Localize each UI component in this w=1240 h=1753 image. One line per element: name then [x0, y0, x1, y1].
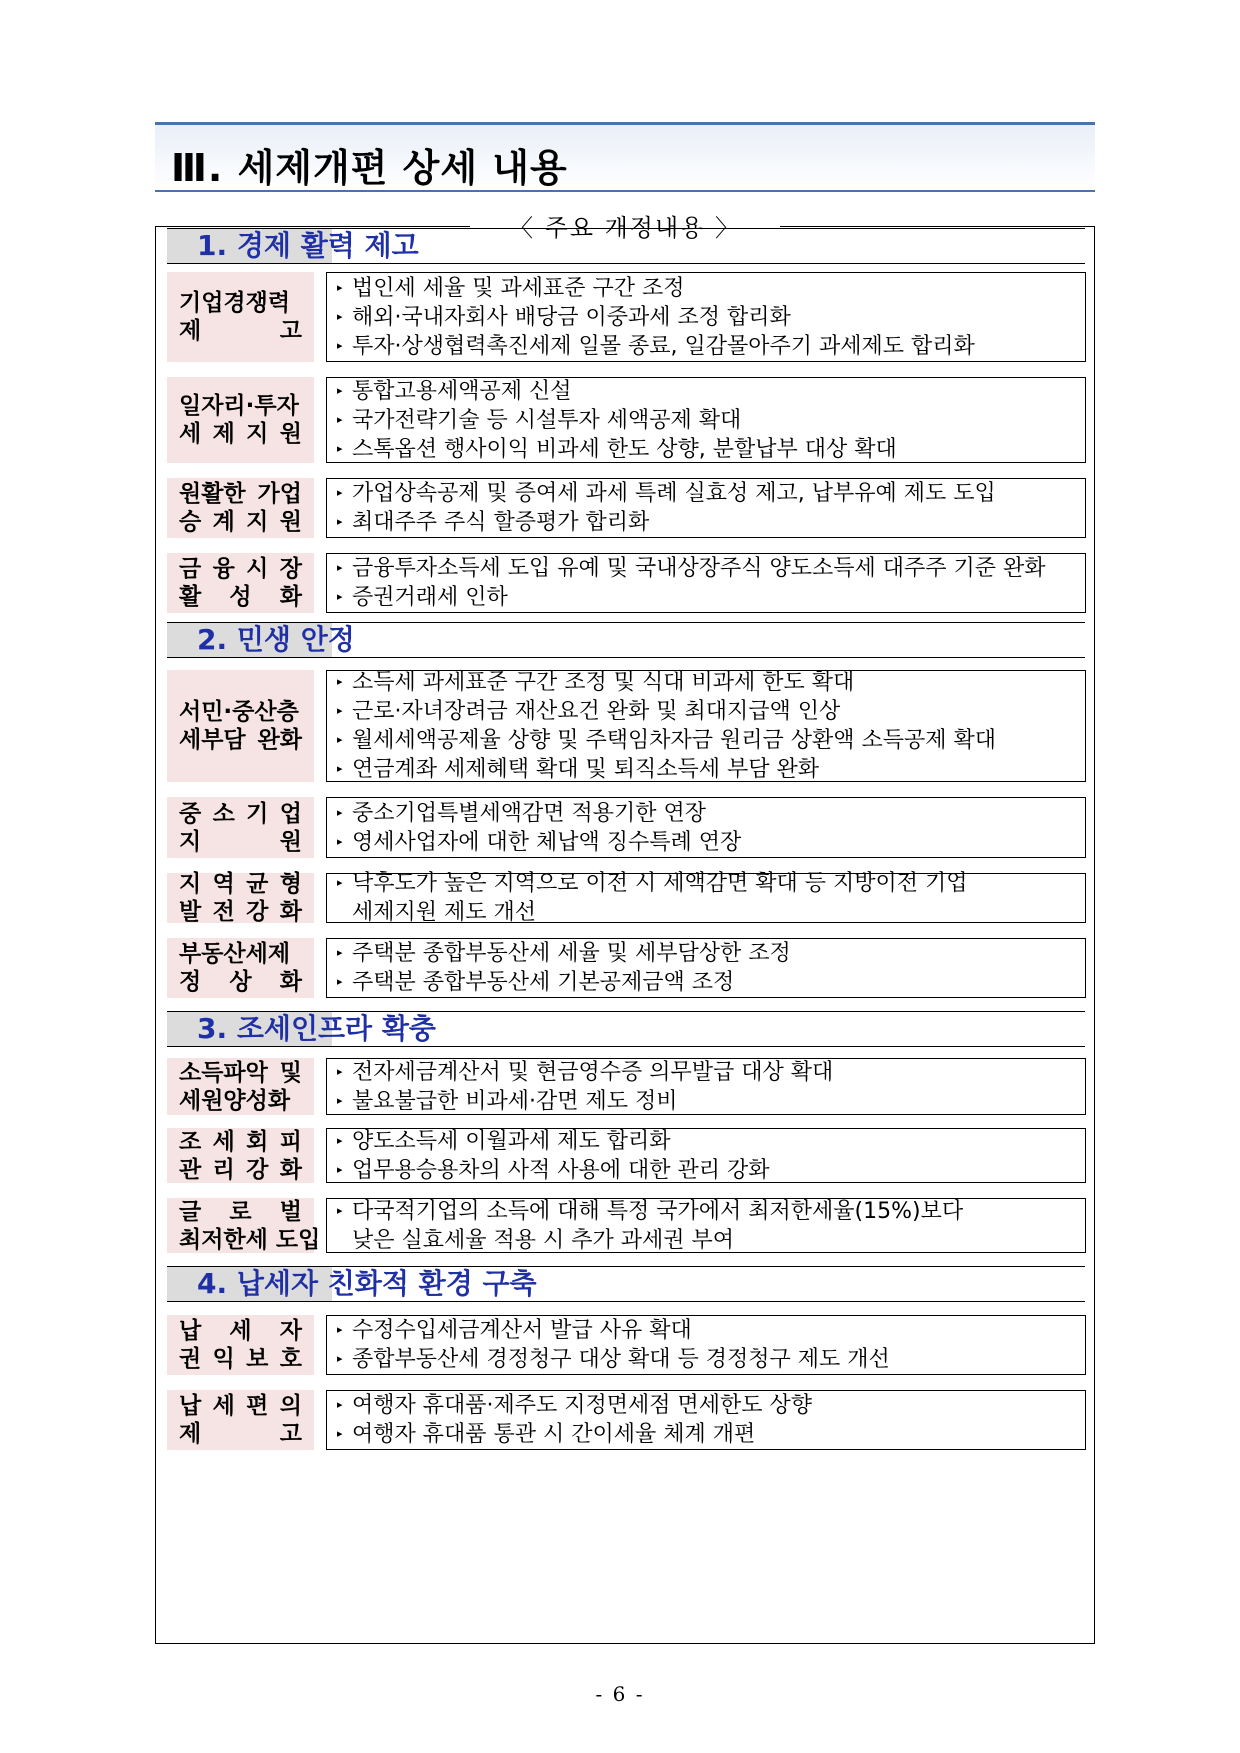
- bullet-icon: ▸: [337, 338, 343, 352]
- section-heading: [167, 1011, 1085, 1047]
- item-list: [326, 938, 1086, 998]
- category-label-line: 발 전 강 화: [179, 899, 302, 925]
- bullet-icon: ▸: [337, 946, 343, 959]
- bullet-icon: ▸: [337, 704, 343, 717]
- item-list: [326, 1128, 1086, 1183]
- list-item-text: 투자·상생협력촉진세제 일몰 종료, 일감몰아주기 과세제도 합리화: [352, 333, 975, 359]
- category-label: [167, 377, 314, 463]
- bullet-icon: ▸: [337, 1162, 343, 1176]
- item-list: [326, 478, 1086, 538]
- list-item: [337, 479, 1075, 508]
- category-label: [167, 1058, 314, 1115]
- list-item: [337, 697, 1075, 726]
- category-label: [167, 1390, 314, 1450]
- list-item-text: 국가전략기술 등 시설투자 세액공제 확대: [352, 407, 742, 433]
- category-label: [167, 553, 314, 613]
- page-number: - 6 -: [595, 1682, 645, 1706]
- list-item: [337, 1058, 1075, 1087]
- bullet-icon: ▸: [337, 1064, 343, 1078]
- list-item: [337, 1391, 1075, 1420]
- list-item: [337, 274, 1075, 303]
- category-label-line: 지 원: [179, 828, 302, 855]
- category-label-line: 제 고: [179, 318, 302, 344]
- category-label-line: 관 리 강 화: [179, 1156, 302, 1183]
- category-label-line: 권 익 보 호: [179, 1346, 302, 1372]
- section-heading-text: 1. 경제 활력 제고: [197, 229, 419, 262]
- item-list: [326, 1315, 1086, 1375]
- category-label-line: 승 계 지 원: [179, 509, 302, 535]
- item-list: [326, 377, 1086, 463]
- bullet-icon: ▸: [337, 975, 343, 988]
- list-item: [337, 1197, 1075, 1226]
- category-label-line: 제 고: [179, 1421, 302, 1447]
- bullet-icon: ▸: [337, 762, 343, 775]
- item-list: [326, 1198, 1086, 1253]
- category-label: [167, 478, 314, 538]
- list-item-text: 낙후도가 높은 지역으로 이전 시 세액감면 확대 등 지방이전 기업: [352, 871, 968, 896]
- category-label-line: 원활한 가업: [179, 481, 302, 507]
- list-item-text: 업무용승용차의 사적 사용에 대한 관리 강화: [352, 1157, 770, 1183]
- category-label-line: 활 성 화: [179, 584, 302, 610]
- list-item-text: 소득세 과세표준 구간 조정 및 식대 비과세 한도 확대: [352, 670, 855, 695]
- list-item-text: 여행자 휴대품 통관 시 간이세율 체계 개편: [352, 1422, 756, 1447]
- bullet-icon: ▸: [337, 590, 343, 603]
- list-item-text: 불요불급한 비과세·감면 제도 정비: [352, 1088, 678, 1114]
- item-list: [326, 670, 1086, 782]
- list-item: [337, 1345, 1075, 1374]
- list-item: [337, 1420, 1075, 1449]
- category-label: [167, 938, 314, 998]
- category-label-line: 지 역 균 형: [179, 871, 302, 897]
- category-label: [167, 1315, 314, 1375]
- category-label-line: 정 상 화: [179, 969, 302, 995]
- bullet-icon: ▸: [337, 1352, 343, 1365]
- list-item: [337, 898, 1075, 927]
- section-heading-text: 3. 조세인프라 확충: [197, 1012, 436, 1045]
- item-list: [326, 797, 1086, 858]
- category-label: [167, 670, 314, 782]
- list-item: [337, 583, 1075, 612]
- list-item-text: 양도소득세 이월과세 제도 합리화: [352, 1128, 671, 1154]
- category-label: [167, 1128, 314, 1183]
- list-item-text: 증권거래세 인하: [352, 585, 508, 610]
- list-item: [337, 939, 1075, 968]
- category-label-line: 납 세 자: [179, 1318, 302, 1344]
- category-label-line: 세 제 지 원: [179, 421, 302, 447]
- category-label: [167, 873, 314, 923]
- category-label-line: 세부담 완화: [179, 727, 302, 753]
- item-list: [326, 873, 1086, 923]
- bullet-icon: ▸: [337, 486, 343, 499]
- subtitle: 〈 주요 개정내용 〉: [470, 208, 780, 248]
- item-list: [326, 1390, 1086, 1450]
- category-label-line: 최저한세 도입: [179, 1226, 321, 1253]
- bullet-icon: ▸: [337, 876, 343, 889]
- category-label-line: 조 세 회 피: [179, 1128, 302, 1155]
- list-item: [337, 1127, 1075, 1156]
- bullet-icon: ▸: [337, 561, 343, 574]
- list-item: [337, 406, 1075, 435]
- section-heading: [167, 228, 1085, 264]
- section-heading: [167, 1266, 1085, 1302]
- bullet-icon: ▸: [337, 383, 343, 397]
- list-item: [337, 755, 1075, 784]
- category-label: [167, 797, 314, 858]
- page-title: Ⅲ. 세제개편 상세 내용: [171, 146, 568, 190]
- list-item-text: 주택분 종합부동산세 기본공제금액 조정: [352, 970, 735, 995]
- list-item: [337, 828, 1075, 857]
- list-item-text: 가업상속공제 및 증여세 과세 특례 실효성 제고, 납부유예 제도 도입: [352, 481, 996, 506]
- list-item-text: 수정수입세금계산서 발급 사유 확대: [352, 1318, 692, 1343]
- category-label-line: 글 로 벌: [179, 1198, 302, 1225]
- category-label: [167, 272, 314, 362]
- list-item: [337, 303, 1075, 332]
- item-list: [326, 553, 1086, 613]
- list-item: [337, 726, 1075, 755]
- list-item: [337, 508, 1075, 537]
- list-item-text: 전자세금계산서 및 현금영수증 의무발급 대상 확대: [352, 1059, 834, 1085]
- list-item-text: 금융투자소득세 도입 유예 및 국내상장주식 양도소득세 대주주 기준 완화: [352, 556, 1046, 581]
- bullet-icon: ▸: [337, 1203, 343, 1217]
- category-label-line: 일자리·투자: [179, 393, 299, 419]
- list-item-text: 최대주주 주식 할증평가 합리화: [352, 510, 650, 535]
- list-item-text: 해외·국내자회사 배당금 이중과세 조정 합리화: [352, 304, 791, 330]
- section-heading: [167, 622, 1085, 658]
- list-item: [337, 668, 1075, 697]
- list-item-text: 법인세 세율 및 과세표준 구간 조정: [352, 275, 685, 301]
- list-item-text: 종합부동산세 경정청구 대상 확대 등 경정청구 제도 개선: [352, 1347, 890, 1372]
- list-item-text: 세제지원 제도 개선: [352, 900, 537, 925]
- section-heading-text: 2. 민생 안정: [197, 623, 355, 656]
- bullet-icon: ▸: [337, 805, 343, 819]
- item-list: [326, 272, 1086, 362]
- category-label-line: 부동산세제: [179, 941, 291, 967]
- bullet-icon: ▸: [337, 1093, 343, 1107]
- bullet-icon: ▸: [337, 441, 343, 455]
- list-item: [337, 1316, 1075, 1345]
- list-item: [337, 332, 1075, 361]
- bullet-icon: ▸: [337, 1323, 343, 1336]
- category-label-line: 서민·중산층: [179, 699, 299, 725]
- category-label-line: 기업경쟁력: [179, 290, 291, 316]
- list-item: [337, 1087, 1075, 1116]
- list-item-text: 다국적기업의 소득에 대해 특정 국가에서 최저한세율(15%)보다: [352, 1198, 964, 1224]
- list-item-text: 통합고용세액공제 신설: [352, 378, 572, 404]
- list-item: [337, 377, 1075, 406]
- item-list: [326, 1058, 1086, 1115]
- bullet-icon: ▸: [337, 675, 343, 688]
- list-item: [337, 799, 1075, 828]
- list-item: [337, 968, 1075, 997]
- bullet-icon: ▸: [337, 412, 343, 426]
- list-item-text: 근로·자녀장려금 재산요건 완화 및 최대지급액 인상: [352, 699, 841, 724]
- bullet-icon: ▸: [337, 1133, 343, 1147]
- bullet-icon: ▸: [337, 515, 343, 528]
- list-item-text: 낮은 실효세율 적용 시 추가 과세권 부여: [352, 1227, 734, 1253]
- list-item-text: 월세세액공제율 상향 및 주택임차자금 원리금 상환액 소득공제 확대: [352, 728, 997, 753]
- list-item-text: 영세사업자에 대한 체납액 징수특례 연장: [352, 829, 742, 855]
- category-label-line: 중 소 기 업: [179, 800, 302, 827]
- list-item: [337, 869, 1075, 898]
- bullet-icon: ▸: [337, 280, 343, 294]
- category-label-line: 납 세 편 의: [179, 1393, 302, 1419]
- list-item: [337, 1226, 1075, 1255]
- bullet-icon: ▸: [337, 1427, 343, 1440]
- title-banner: [155, 122, 1095, 192]
- bullet-icon: ▸: [337, 733, 343, 746]
- section-heading-text: 4. 납세자 친화적 환경 구축: [197, 1267, 537, 1300]
- list-item-text: 중소기업특별세액감면 적용기한 연장: [352, 800, 707, 826]
- bullet-icon: ▸: [337, 1398, 343, 1411]
- list-item: [337, 435, 1075, 464]
- list-item: [337, 1156, 1075, 1185]
- list-item-text: 연금계좌 세제혜택 확대 및 퇴직소득세 부담 완화: [352, 757, 820, 782]
- list-item-text: 주택분 종합부동산세 세율 및 세부담상한 조정: [352, 941, 791, 966]
- list-item: [337, 554, 1075, 583]
- category-label-line: 세원양성화: [179, 1087, 291, 1114]
- category-label-line: 소득파악 및: [179, 1059, 302, 1086]
- category-label: [167, 1198, 321, 1253]
- list-item-text: 스톡옵션 행사이익 비과세 한도 상향, 분할납부 대상 확대: [352, 436, 897, 462]
- list-item-text: 여행자 휴대품·제주도 지정면세점 면세한도 상향: [352, 1393, 813, 1418]
- category-label-line: 금 융 시 장: [179, 556, 302, 582]
- bullet-icon: ▸: [337, 309, 343, 323]
- bullet-icon: ▸: [337, 834, 343, 848]
